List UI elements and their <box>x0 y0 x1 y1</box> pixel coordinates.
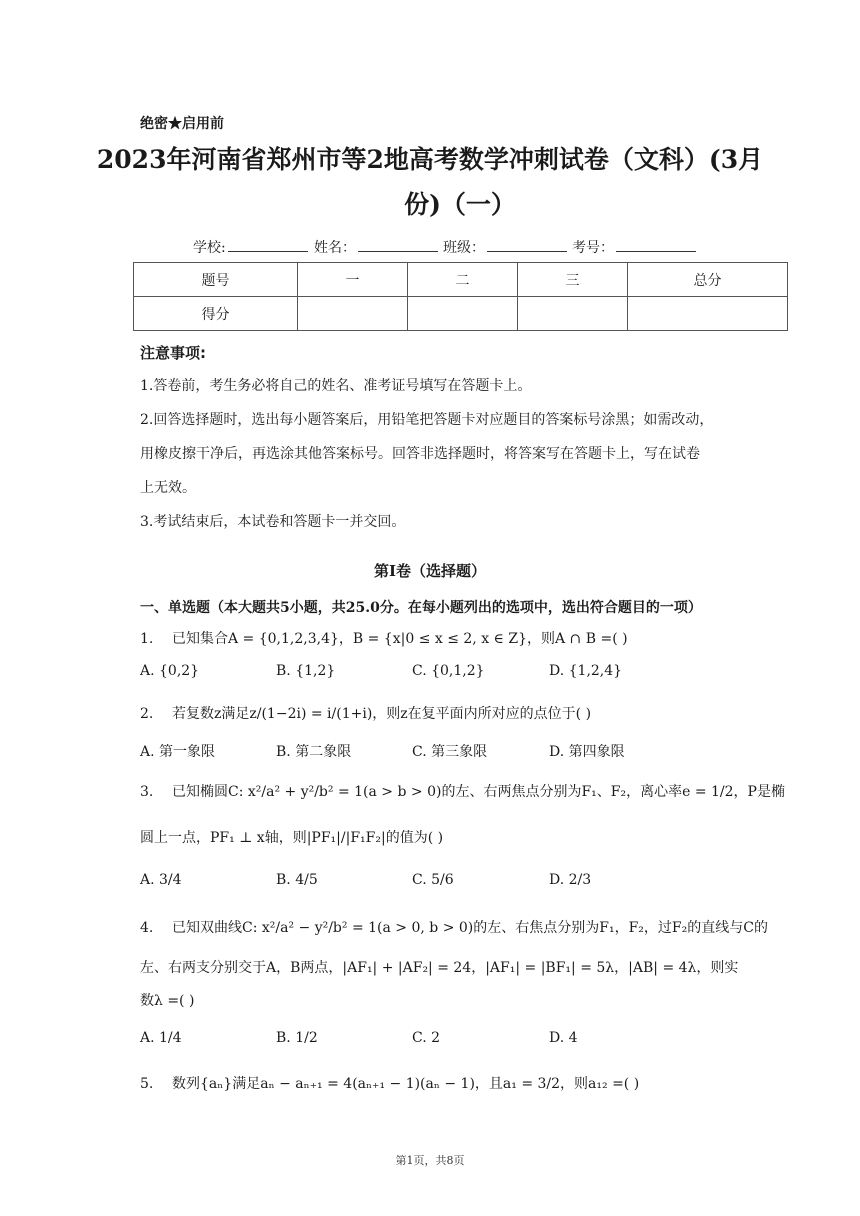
info-school-label: 学校: <box>193 240 226 256</box>
question-number: 3. <box>140 784 154 800</box>
secret-mark: 绝密★启用前 <box>140 116 224 132</box>
page-title-line1: 2023年河南省郑州市等2地高考数学冲刺试卷（文科）(3月 <box>96 145 764 174</box>
question-1 <box>140 628 628 648</box>
score-table-header-row <box>134 263 788 297</box>
info-exam-no-label: 考号： <box>572 240 614 256</box>
option-c[interactable]: C. 2 <box>412 1030 441 1046</box>
score-table-score-row <box>134 297 788 331</box>
option-d[interactable]: D. 2/3 <box>549 872 592 888</box>
option-d[interactable]: D. 4 <box>549 1030 578 1046</box>
question-text: 若复数z满足z/(1−2i) = i/(1+i)，则z在复平面内所对应的点位于( ) <box>172 706 592 722</box>
question-text: 数列{aₙ}满足aₙ − aₙ₊₁ = 4(aₙ₊₁ − 1)(aₙ − 1)，且a₁ = 3/2，则a₁₂ =( ) <box>172 1076 640 1092</box>
score-header-cell: 总分 <box>628 263 788 297</box>
score-header-cell: 二 <box>408 263 518 297</box>
info-exam-no <box>572 237 696 257</box>
question-5 <box>140 1073 639 1093</box>
option-d[interactable]: D. 第四象限 <box>549 744 625 760</box>
score-cell[interactable] <box>408 297 518 331</box>
score-header-cell: 一 <box>298 263 408 297</box>
question-number: 4. <box>140 920 154 936</box>
option-c[interactable]: C. 5/6 <box>412 872 454 888</box>
option-c[interactable]: C. 第三象限 <box>412 744 488 760</box>
info-name-label: 姓名： <box>314 240 356 256</box>
question-text: 已知集合A = {0,1,2,3,4}，B = {x|0 ≤ x ≤ 2, x ∈ Z}，则A ∩ B =( ) <box>172 631 628 647</box>
option-b[interactable]: B. {1,2} <box>276 663 336 679</box>
score-header-cell: 题号 <box>134 263 298 297</box>
info-school-blank[interactable] <box>228 237 308 252</box>
question-3-continued: 圆上一点，PF₁ ⊥ x轴，则|PF₁|/|F₁F₂|的值为( ) <box>140 830 444 846</box>
notice-item: 上无效。 <box>140 480 196 496</box>
notice-item: 用橡皮擦干净后，再选涂其他答案标号。回答非选择题时，将答案写在答题卡上，写在试卷 <box>140 446 700 462</box>
info-name <box>314 237 438 257</box>
score-row-label: 得分 <box>134 297 298 331</box>
option-a[interactable]: A. 第一象限 <box>140 744 216 760</box>
option-a[interactable]: A. 3/4 <box>140 872 182 888</box>
option-a[interactable]: A. 1/4 <box>140 1030 182 1046</box>
info-school <box>193 237 308 257</box>
option-b[interactable]: B. 4/5 <box>276 872 318 888</box>
score-header-cell: 三 <box>518 263 628 297</box>
info-exam-no-blank[interactable] <box>616 237 696 252</box>
question-number: 2. <box>140 706 154 722</box>
question-number: 5. <box>140 1076 154 1092</box>
question-text: 已知椭圆C: x²/a² + y²/b² = 1(a > b > 0)的左、右两焦点分别为F₁、F₂，离心率e = 1/2，P是椭 <box>172 784 785 800</box>
info-name-blank[interactable] <box>358 237 438 252</box>
option-b[interactable]: B. 1/2 <box>276 1030 318 1046</box>
score-cell[interactable] <box>298 297 408 331</box>
score-table <box>133 262 788 331</box>
notice-item: 1.答卷前，考生务必将自己的姓名、准考证号填写在答题卡上。 <box>140 378 532 394</box>
option-c[interactable]: C. {0,1,2} <box>412 663 485 679</box>
score-cell[interactable] <box>518 297 628 331</box>
score-cell[interactable] <box>628 297 788 331</box>
question-4-continued: 左、右两支分别交于A，B两点，|AF₁| + |AF₂| = 24，|AF₁| = |BF₁| = 5λ，|AB| = 4λ，则实 <box>140 960 739 976</box>
notice-item: 3.考试结束后，本试卷和答题卡一并交回。 <box>140 514 406 530</box>
question-number: 1. <box>140 631 154 647</box>
notice-item: 2.回答选择题时，选出每小题答案后，用铅笔把答题卡对应题目的答案标号涂黑；如需改动， <box>140 412 714 428</box>
page-title-line2: 份)（一） <box>404 190 516 219</box>
option-d[interactable]: D. {1,2,4} <box>549 663 623 679</box>
question-2 <box>140 703 591 723</box>
info-class-label: 班级： <box>443 240 485 256</box>
question-4-continued: 数λ =( ) <box>140 993 195 1009</box>
question-4 <box>140 917 768 937</box>
part-title: 一、单选题（本大题共5小题，共25.0分。在每小题列出的选项中，选出符合题目的一项） <box>140 600 702 616</box>
question-3 <box>140 781 785 801</box>
info-class-blank[interactable] <box>487 237 567 252</box>
section-title: 第I卷（选择题） <box>373 562 487 580</box>
option-a[interactable]: A. {0,2} <box>140 663 200 679</box>
page-footer: 第1页，共8页 <box>395 1154 465 1167</box>
option-b[interactable]: B. 第二象限 <box>276 744 352 760</box>
info-class <box>443 237 567 257</box>
question-text: 已知双曲线C: x²/a² − y²/b² = 1(a > 0, b > 0)的左、右焦点分别为F₁，F₂，过F₂的直线与C的 <box>172 920 768 936</box>
notice-title: 注意事项: <box>140 344 206 362</box>
